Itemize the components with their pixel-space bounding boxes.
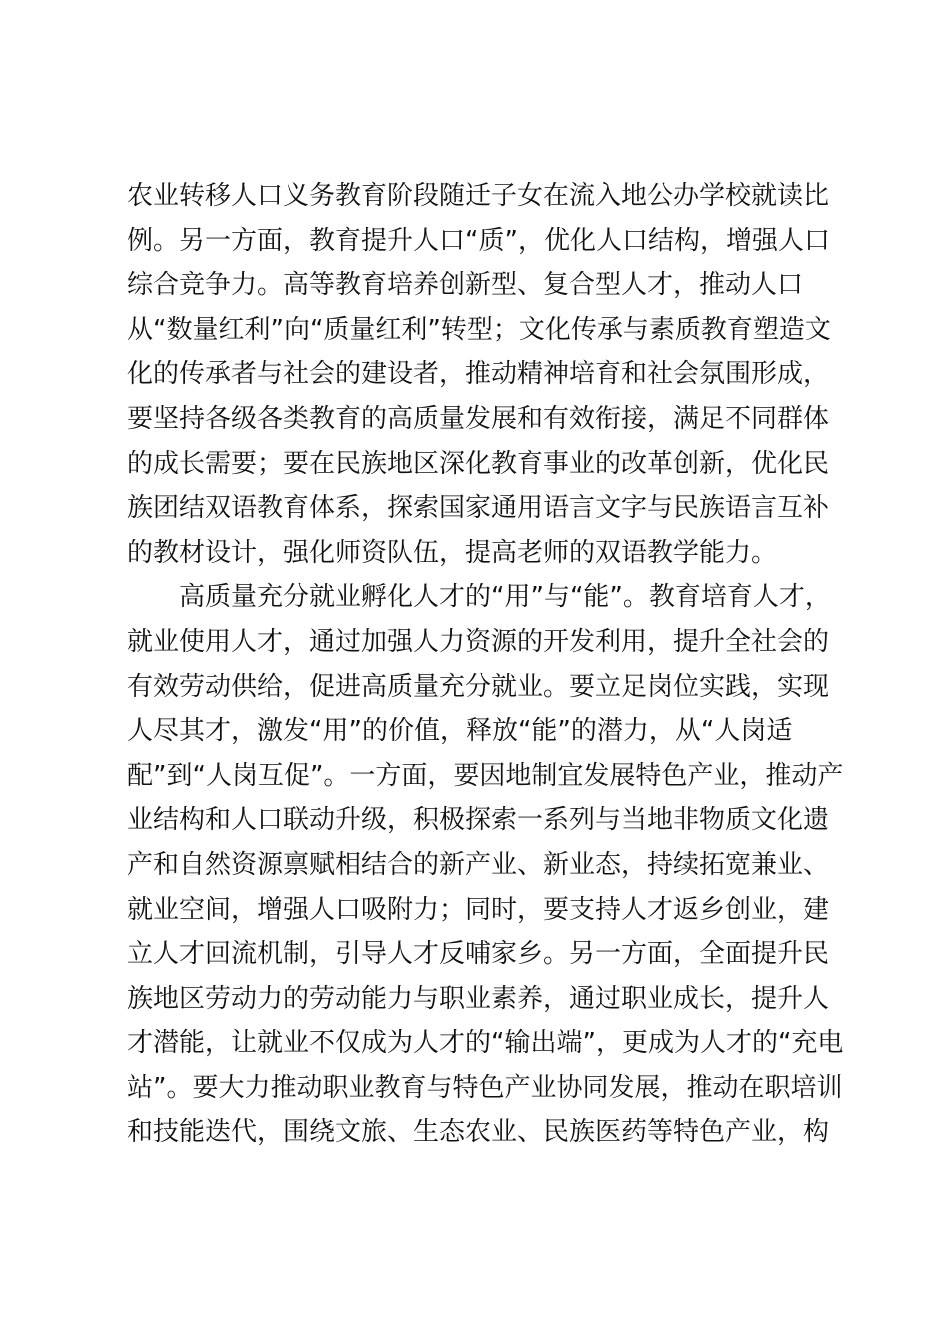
- text-line: 的教材设计，强化师资队伍，提高老师的双语教学能力。: [127, 537, 778, 568]
- text-line: 族地区劳动力的劳动能力与职业素养，通过职业成长，提升人: [127, 983, 830, 1014]
- text-line: 化的传承者与社会的建设者，推动精神培育和社会氛围形成，: [127, 359, 830, 390]
- text-line: 有效劳动供给，促进高质量充分就业。要立足岗位实践，实现: [127, 671, 830, 702]
- text-line: 和技能迭代，围绕文旅、生态农业、民族医药等特色产业，构: [127, 1117, 830, 1148]
- text-line: 人尽其才，激发“用”的价值，释放“能”的潜力，从“人岗适: [127, 716, 793, 747]
- text-line: 的成长需要；要在民族地区深化教育事业的改革创新，优化民: [127, 448, 830, 479]
- text-line: 就业使用人才，通过加强人力资源的开发利用，提升全社会的: [127, 626, 830, 657]
- text-line: 例。另一方面，教育提升人口“质”，优化人口结构，增强人口: [127, 225, 830, 256]
- text-line: 综合竞争力。高等教育培养创新型、复合型人才，推动人口: [127, 270, 804, 301]
- text-line: 农业转移人口义务教育阶段随迁子女在流入地公办学校就读比: [127, 181, 830, 211]
- text-line: 从“数量红利”向“质量红利”转型；文化传承与素质教育塑造文: [127, 314, 831, 345]
- text-line: 要坚持各级各类教育的高质量发展和有效衔接，满足不同群体: [127, 403, 830, 434]
- paragraph-first-line: 高质量充分就业孵化人才的“用”与“能”。教育培育人才，: [179, 582, 831, 613]
- text-line: 业结构和人口联动升级，积极探索一系列与当地非物质文化遗: [127, 805, 830, 836]
- body-text: [127, 174, 844, 1155]
- text-line: 立人才回流机制，引导人才反哺家乡。另一方面，全面提升民: [127, 939, 830, 970]
- text-line: 站”。要大力推动职业教育与特色产业协同发展，推动在职培训: [127, 1072, 843, 1103]
- text-line: 配”到“人岗互促”。一方面，要因地制宜发展特色产业，推动产: [127, 760, 844, 791]
- text-line: 产和自然资源禀赋相结合的新产业、新业态，持续拓宽兼业、: [127, 849, 830, 880]
- text-line: 族团结双语教育体系，探索国家通用语言文字与民族语言互补: [127, 493, 830, 524]
- text-line: 才潜能，让就业不仅成为人才的“输出端”，更成为人才的“充电: [127, 1028, 844, 1059]
- text-line: 就业空间，增强人口吸附力；同时，要支持人才返乡创业，建: [127, 894, 830, 925]
